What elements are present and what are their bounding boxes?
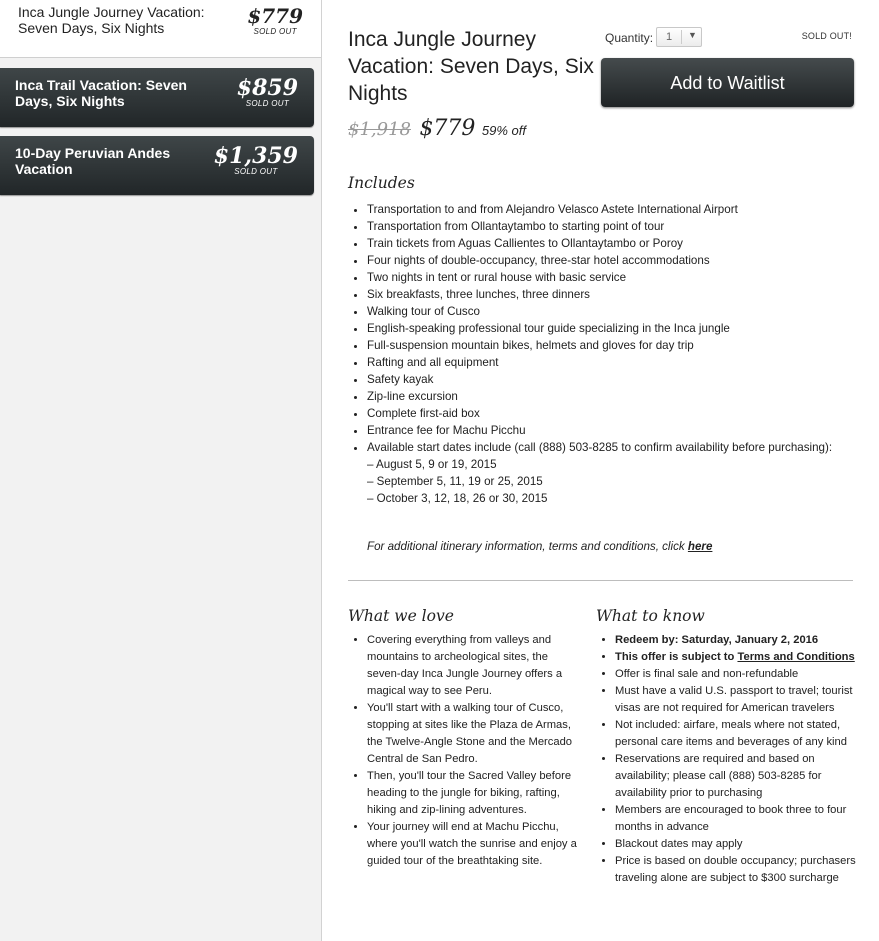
itinerary-text: For additional itinerary information, terms and conditions, click [367,540,688,553]
list-item: • Zip-line excursion [367,388,848,405]
list-item: • Your journey will end at Machu Picchu, where you'll watch the sunrise and enjoy a guided tour of the breathtaking site. [367,819,583,870]
product-title: Inca Jungle Journey Vacation: Seven Days, Six Nights [348,28,594,105]
quantity-value: 1 [666,31,673,43]
what-we-love-list [348,632,583,870]
list-item: • Six breakfasts, three lunches, three dinners [367,286,848,303]
list-item: • Walking tour of Cusco [367,303,848,320]
sold-out-status: SOLD OUT! [801,31,852,41]
list-item: • Offer is final sale and non-refundable [615,666,858,683]
list-item: • Members are encouraged to book three to four months in advance [615,802,858,836]
start-date: – October 3, 12, 18, 26 or 30, 2015 [367,492,548,505]
list-item: • English-speaking professional tour guide specializing in the Inca jungle [367,320,848,337]
terms-text: This offer is subject to [615,651,738,663]
redeem-by: • Redeem by: Saturday, January 2, 2016 [615,632,858,649]
list-item: • Price is based on double occupancy; purchasers traveling alone are subject to $300 surcharge [615,853,858,887]
start-dates-item [367,439,848,507]
itinerary-note [367,540,712,553]
sidebar-item-price-block [214,144,298,176]
list-item: • Transportation to and from Alejandro Velasco Astete International Airport [367,201,848,218]
itinerary-link[interactable]: here [687,540,713,553]
terms-item [615,649,858,666]
start-date: – August 5, 9 or 19, 2015 [367,458,497,471]
quantity-select[interactable] [656,27,702,47]
terms-link[interactable]: Terms and Conditions [737,651,855,663]
quantity-label: Quantity: [605,31,654,45]
sale-price: $779 [419,116,476,141]
sidebar-item-label: Inca Jungle Journey Vacation: Seven Days, Six Nights [18,4,205,36]
what-to-know-heading: What to know [596,607,705,625]
price-row [348,116,526,141]
list-item: • Entrance fee for Machu Picchu [367,422,848,439]
list-item: • Then, you'll tour the Sacred Valley before heading to the jungle for biking, rafting, hiking and zip-lining adventures. [367,768,583,819]
list-item: • Train tickets from Aguas Callientes to Ollantaytambo or Poroy [367,235,848,252]
list-item: • Not included: airfare, meals where not stated, personal care items and beverages of any kind [615,717,858,751]
sidebar-item-price-block [237,76,298,108]
sold-out-label: SOLD OUT [234,167,278,176]
list-item: • Covering everything from valleys and mountains to archeological sites, the seven-day Inca Jungle Journey offers a magical way to see Peru. [367,632,583,700]
section-divider [348,580,853,581]
sidebar-item-inca-jungle[interactable] [0,0,321,58]
start-dates-list [367,456,848,507]
list-item: • Rafting and all equipment [367,354,848,371]
list-item: • Safety kayak [367,371,848,388]
list-item: • Two nights in tent or rural house with basic service [367,269,848,286]
add-to-waitlist-button[interactable]: Add to Waitlist [601,58,854,107]
discount-label: 59% off [481,123,526,138]
sidebar-item-price: $1,359 [213,143,298,169]
chevron-down-icon: ▼ [688,30,697,40]
original-price: $1,918 [348,119,411,140]
list-item: • Must have a valid U.S. passport to travel; tourist visas are not required for American travelers [615,683,858,717]
sold-out-label: SOLD OUT [245,99,290,108]
includes-list [348,201,848,507]
list-item: • Transportation from Ollantaytambo to starting point of tour [367,218,848,235]
sidebar-item-inca-trail[interactable] [0,68,314,127]
sidebar-item-price: $779 [247,4,303,28]
sidebar-item-price: $859 [236,75,298,101]
list-item: • Full-suspension mountain bikes, helmets and gloves for day trip [367,337,848,354]
includes-heading: Includes [348,174,415,192]
list-item: • Complete first-aid box [367,405,848,422]
sidebar [0,0,322,941]
list-item: • Four nights of double-occupancy, three-star hotel accommodations [367,252,848,269]
what-we-love-heading: What we love [348,607,454,625]
sold-out-label: SOLD OUT [253,27,297,36]
list-item: • Blackout dates may apply [615,836,858,853]
sidebar-item-price-block [247,4,303,36]
list-item: • Reservations are required and based on availability; please call (888) 503-8285 for availability prior to purchasing [615,751,858,802]
start-date: – September 5, 11, 19 or 25, 2015 [367,475,543,488]
sidebar-item-peruvian-andes[interactable] [0,136,314,195]
what-to-know-list [596,632,858,887]
sidebar-item-label: 10-Day Peruvian Andes Vacation [15,145,171,177]
sidebar-item-label: Inca Trail Vacation: Seven Days, Six Nights [15,77,187,109]
start-dates-intro: Available start dates include (call (888) 503-8285 to confirm availability before purchasing): [367,441,833,454]
select-divider [681,30,682,44]
list-item: • You'll start with a walking tour of Cusco, stopping at sites like the Plaza de Armas, the Twelve-Angle Stone and the Mercado Central de San Pedro. [367,700,583,768]
